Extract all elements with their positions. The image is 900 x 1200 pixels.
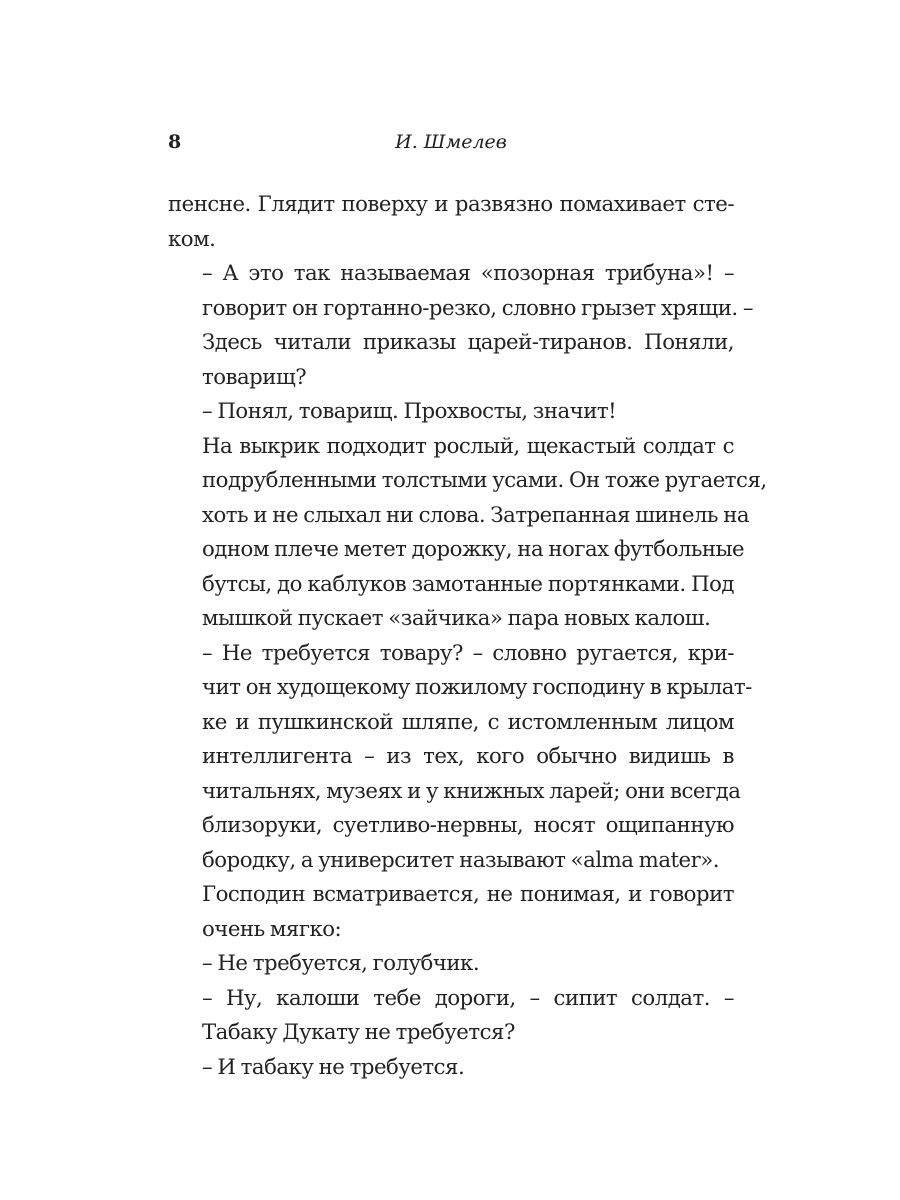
paragraph (168, 188, 734, 257)
text-line: одном плече метет дорожку, на ногах футбольные (202, 537, 745, 562)
text-line: чит он худощекому пожилому господину в крылат- (202, 675, 752, 700)
text-line: бутсы, до каблуков замотанные портянками. Под (202, 571, 734, 597)
text-line: – Ну, калоши тебе дороги, – сипит солдат. – (202, 985, 734, 1011)
text-line: – Не требуется, голубчик. (202, 951, 480, 976)
text-line: Табаку Дукату не требуется? (202, 1020, 515, 1045)
text-line: Господин всматривается, не понимая, и говорит (202, 882, 734, 907)
paragraph (168, 637, 752, 879)
text-line: подрубленными толстыми усами. Он тоже ругается, (202, 468, 767, 493)
text-line: ком. (168, 226, 216, 252)
text-line: Здесь читали приказы царей-тиранов. Поняли, (202, 330, 734, 355)
text-line: – И табаку не требуется. (202, 1054, 465, 1080)
paragraph (168, 257, 754, 395)
text-line: – Не требуется товару? – словно ругается, кри- (202, 640, 734, 666)
text-line: очень мягко: (202, 916, 342, 942)
running-header (168, 128, 734, 156)
text-line: хоть и не слыхал ни слова. Затрепанная шинель на (202, 502, 750, 528)
text-line: пенсне. Глядит поверху и развязно помахивает сте- (168, 192, 734, 217)
paragraph (168, 395, 734, 430)
text-line: говорит он гортанно-резко, словно грызет хрящи. – (202, 295, 754, 321)
text-line: мышкой пускает «зайчика» пара новых калош. (202, 606, 711, 631)
page-number: 8 (168, 131, 182, 153)
running-header-author: И. Шмелев (395, 131, 507, 153)
text-line: На выкрик подходит рослый, щекастый солдат с (202, 433, 734, 459)
paragraph (168, 1051, 734, 1086)
text-line: ке и пушкинской шляпе, с истомленным лицом (202, 709, 734, 735)
text-line: интеллигента – из тех, кого обычно видишь в (202, 744, 734, 769)
text-line: – А это так называемая «позорная трибуна»! – (202, 261, 734, 286)
text-line: близоруки, суетливо-нервны, носят ощипанную (202, 813, 734, 838)
text-line: товарищ? (202, 364, 307, 390)
paragraph (168, 982, 734, 1051)
paragraph (168, 947, 734, 982)
body-text (168, 188, 767, 1085)
text-line: – Понял, товарищ. Прохвосты, значит! (202, 399, 617, 424)
paragraph (168, 430, 767, 637)
text-line: читальнях, музеях и у книжных ларей; они всегда (202, 778, 741, 804)
text-line: бородку, а университет называют «alma mater». (202, 847, 720, 873)
paragraph (168, 878, 734, 947)
